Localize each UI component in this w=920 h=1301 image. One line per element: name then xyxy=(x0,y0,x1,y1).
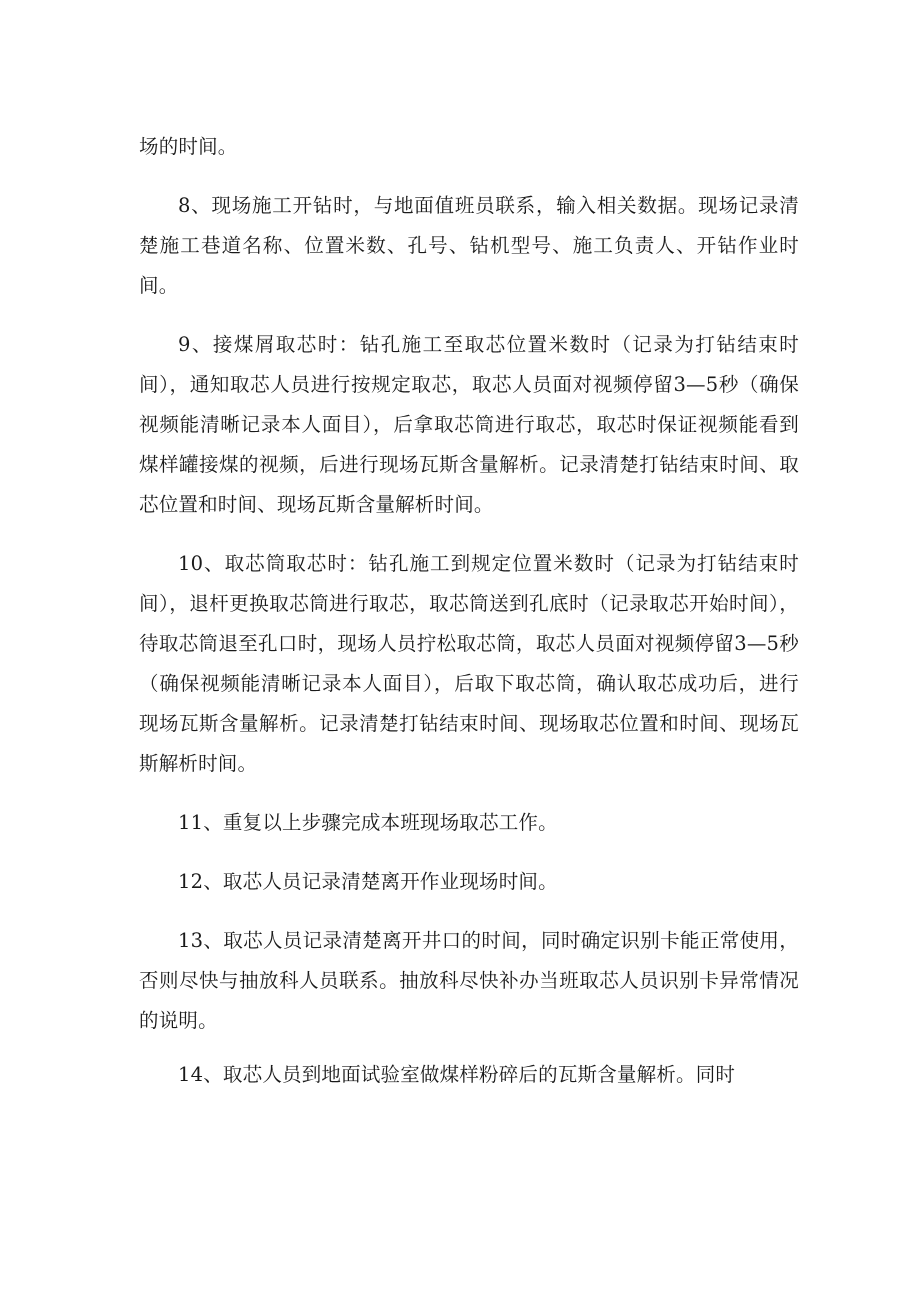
paragraph-continued: 场的时间。 xyxy=(139,135,238,158)
paragraph-step-11: 11、重复以上步骤完成本班现场取芯工作。 xyxy=(178,811,558,834)
paragraph-step-12: 12、取芯人员记录清楚离开作业现场时间。 xyxy=(178,870,558,893)
document-body xyxy=(139,127,799,1114)
paragraph-step-10: 10、取芯筒取芯时：钻孔施工到规定位置米数时（记录为打钻结束时间），退杆更换取芯筒进行取芯，取芯筒送到孔底时（记录取芯开始时间），待取芯筒退至孔口时，现场人员拧松取芯筒，取芯人员面对视频停留3—5秒（确保视频能清晰记录本人面目），后取下取芯筒，确认取芯成功后，进行现场瓦斯含量解析。记录清楚打钻结束时间、现场取芯位置和时间、现场瓦斯解析时间。 xyxy=(139,552,799,775)
paragraph-step-8: 8、现场施工开钻时，与地面值班员联系，输入相关数据。现场记录清楚施工巷道名称、位置米数、孔号、钻机型号、施工负责人、开钻作业时间。 xyxy=(139,194,799,297)
paragraph-step-14: 14、取芯人员到地面试验室做煤样粉碎后的瓦斯含量解析。同时 xyxy=(178,1063,736,1086)
paragraph-step-13: 13、取芯人员记录清楚离开井口的时间，同时确定识别卡能正常使用，否则尽快与抽放科人员联系。抽放科尽快补办当班取芯人员识别卡异常情况的说明。 xyxy=(139,929,799,1032)
paragraph-step-9: 9、接煤屑取芯时：钻孔施工至取芯位置米数时（记录为打钻结束时间），通知取芯人员进行按规定取芯，取芯人员面对视频停留3—5秒（确保视频能清晰记录本人面目），后拿取芯筒进行取芯，取芯时保证视频能看到煤样罐接煤的视频，后进行现场瓦斯含量解析。记录清楚打钻结束时间、取芯位置和时间、现场瓦斯含量解析时间。 xyxy=(139,333,799,516)
